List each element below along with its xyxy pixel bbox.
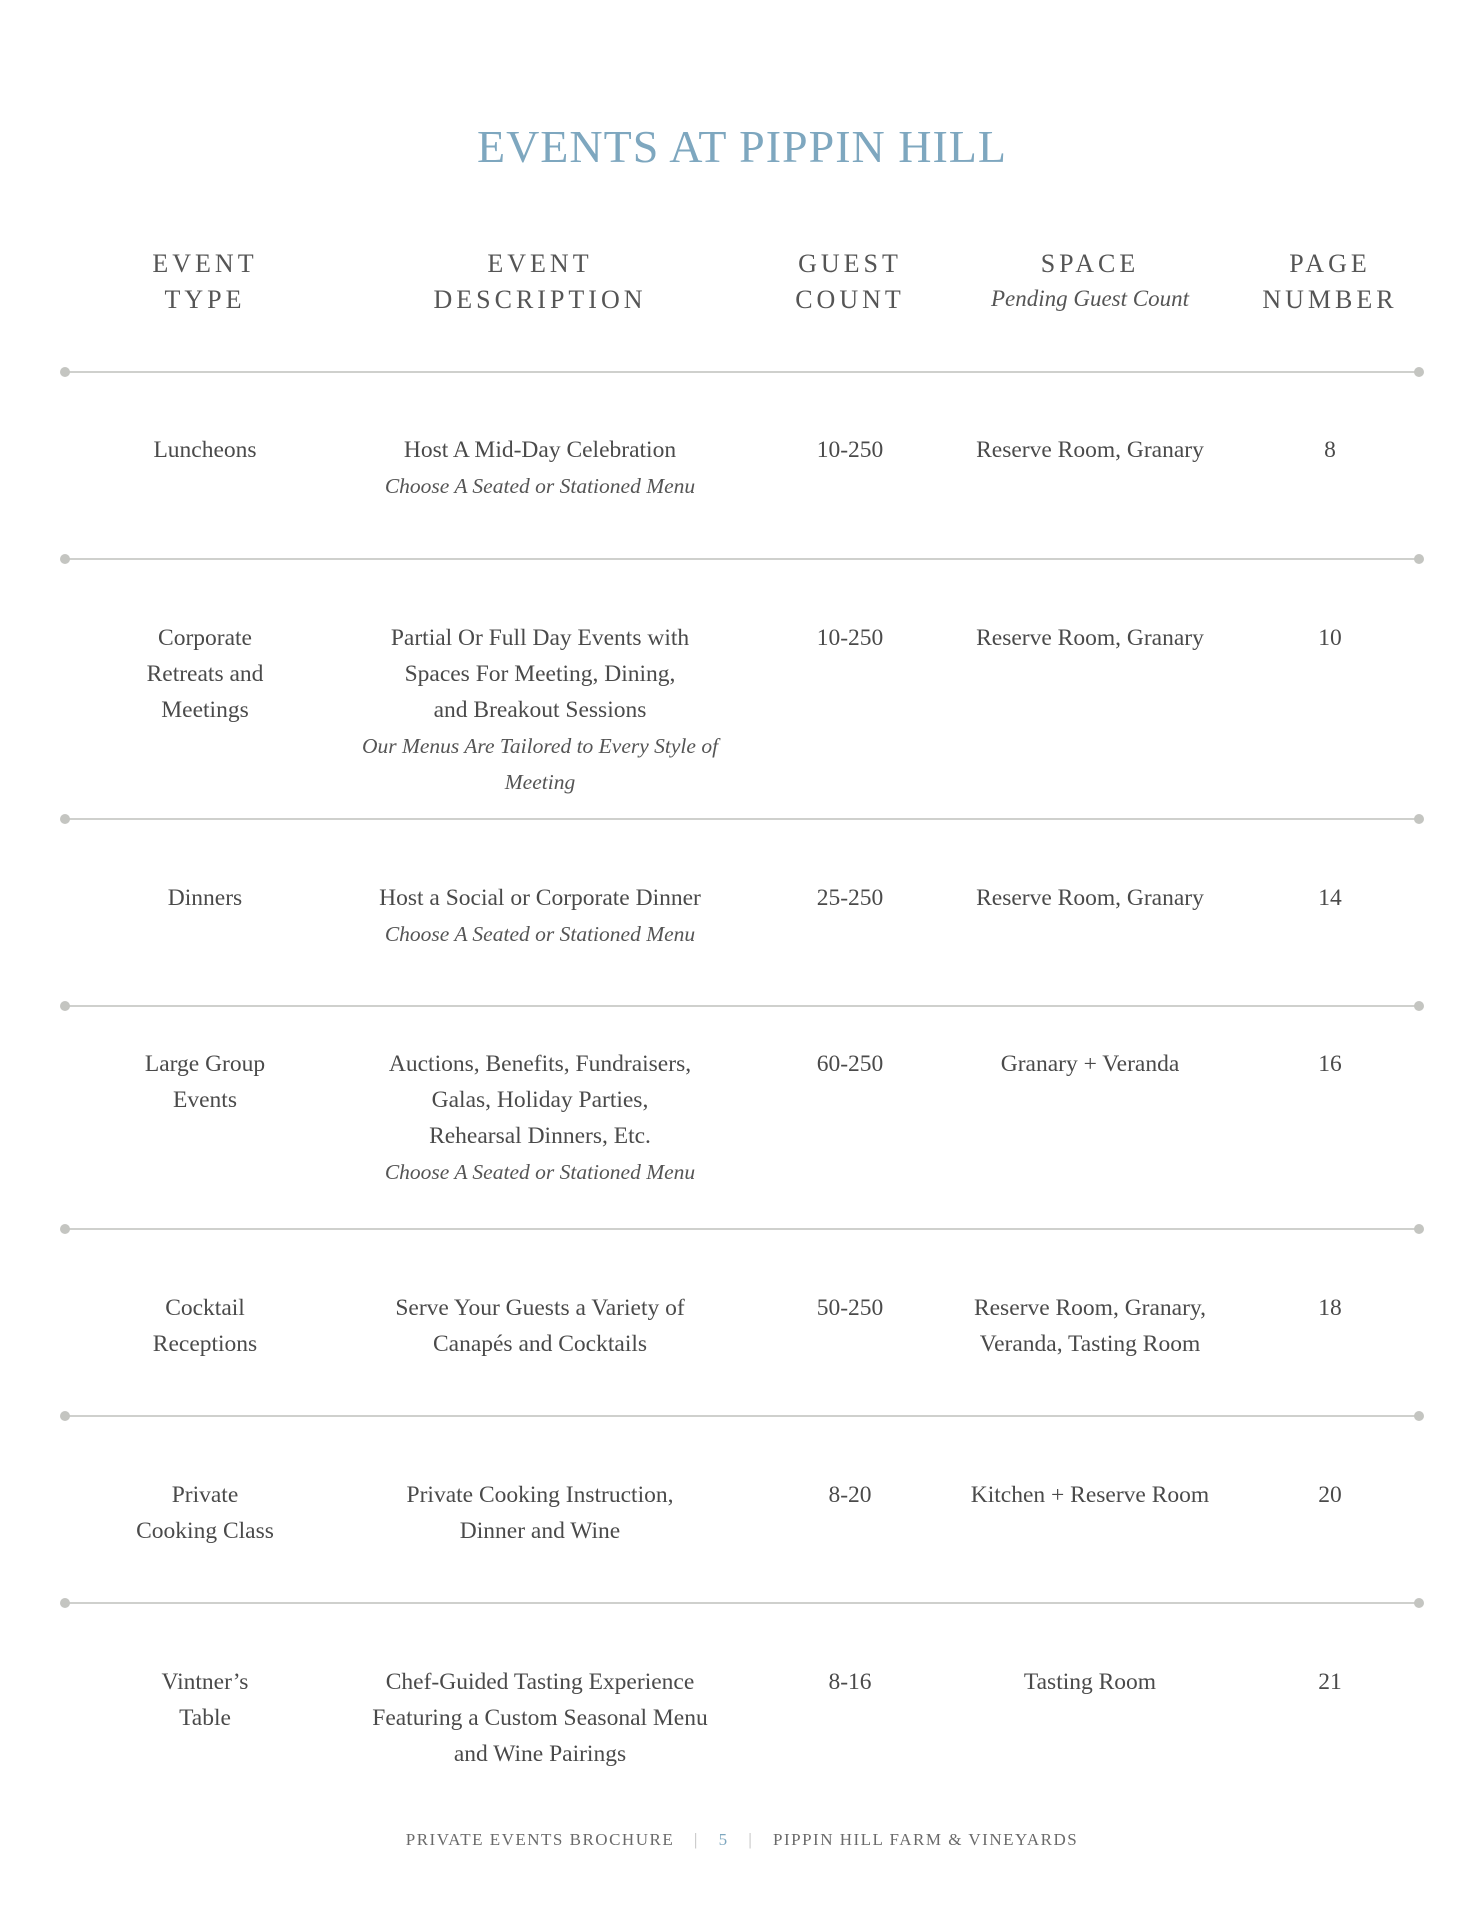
event-type-line: Corporate <box>158 625 252 651</box>
event-type-line: Meetings <box>161 697 249 723</box>
event-space-line: Reserve Room, Granary <box>976 885 1204 911</box>
menu-note: Our Menus Are Tailored to Every Style of Meeting <box>361 734 719 794</box>
row-divider <box>64 558 1420 560</box>
row-divider <box>64 1415 1420 1417</box>
event-space <box>945 432 1235 468</box>
menu-note: Choose A Seated or Stationed Menu <box>384 922 696 946</box>
event-type <box>100 1477 310 1549</box>
event-type-line: Cocktail <box>165 1295 245 1321</box>
guest-count: 25-250 <box>816 885 884 911</box>
event-type-line: Retreats and <box>146 661 264 687</box>
event-type-line: Vintner’s <box>161 1669 249 1695</box>
row-divider <box>64 1228 1420 1230</box>
event-description-line: Partial Or Full Day Events with <box>390 625 690 651</box>
event-description <box>330 1290 750 1362</box>
header-space: SPACE Pending Guest Count <box>945 246 1235 316</box>
event-space-line: Veranda, Tasting Room <box>979 1331 1201 1357</box>
guest-count: 10-250 <box>816 625 884 651</box>
event-space <box>945 880 1235 916</box>
row-divider <box>64 818 1420 820</box>
event-description <box>330 1664 750 1772</box>
guest-count: 10-250 <box>816 437 884 463</box>
event-type-line: Receptions <box>152 1331 258 1357</box>
event-description-line: and Wine Pairings <box>453 1741 627 1767</box>
event-type <box>100 1046 310 1118</box>
guest-count: 8-16 <box>828 1669 872 1695</box>
page-title: EVENTS AT PIPPIN HILL <box>476 121 1007 172</box>
event-space <box>945 620 1235 656</box>
event-space <box>945 1290 1235 1362</box>
menu-note: Choose A Seated or Stationed Menu <box>384 474 696 498</box>
guest-count: 8-20 <box>828 1482 872 1508</box>
event-description-line: Rehearsal Dinners, Etc. <box>429 1123 651 1149</box>
event-type-line: Private <box>171 1482 239 1508</box>
page-number: 18 <box>1318 1295 1342 1321</box>
event-description-line: Host a Social or Corporate Dinner <box>379 885 701 911</box>
page-number: 10 <box>1318 625 1342 651</box>
page-number: 21 <box>1318 1669 1342 1695</box>
event-type-line: Table <box>179 1705 231 1731</box>
event-type-line: Cooking Class <box>136 1518 274 1544</box>
space-note: Pending Guest Count <box>990 286 1190 311</box>
event-description-line: Auctions, Benefits, Fundraisers, <box>388 1051 692 1077</box>
event-type-line: Dinners <box>167 885 243 911</box>
event-type <box>100 880 310 916</box>
header-event-description: EVENT DESCRIPTION <box>433 249 647 314</box>
footer-separator: | <box>748 1830 754 1849</box>
header-page-number: PAGE NUMBER <box>1262 249 1398 314</box>
event-space-line: Kitchen + Reserve Room <box>970 1482 1210 1508</box>
footer-page-number: 5 <box>718 1830 729 1849</box>
event-type-line: Luncheons <box>153 437 257 463</box>
event-description-line: Featuring a Custom Seasonal Menu <box>372 1705 708 1731</box>
event-type <box>100 432 310 468</box>
guest-count: 50-250 <box>816 1295 884 1321</box>
footer-venue-name: PIPPIN HILL FARM & VINEYARDS <box>773 1830 1079 1849</box>
header-guest-count: GUEST COUNT <box>795 249 905 314</box>
event-description <box>330 432 750 504</box>
row-divider <box>64 371 1420 373</box>
event-space-line: Reserve Room, Granary, <box>973 1295 1207 1321</box>
footer-brochure-label: PRIVATE EVENTS BROCHURE <box>405 1830 675 1849</box>
event-description <box>330 1046 750 1190</box>
event-description-line: Dinner and Wine <box>459 1518 621 1544</box>
event-space-line: Tasting Room <box>1023 1669 1157 1695</box>
page-number: 20 <box>1318 1482 1342 1508</box>
event-description <box>330 620 750 800</box>
event-type <box>100 620 310 728</box>
event-space <box>945 1664 1235 1700</box>
event-type <box>100 1664 310 1736</box>
event-description-line: Chef-Guided Tasting Experience <box>385 1669 695 1695</box>
event-space-line: Granary + Veranda <box>1000 1051 1180 1077</box>
event-description-line: Serve Your Guests a Variety of <box>395 1295 685 1321</box>
event-space <box>945 1477 1235 1513</box>
page-footer <box>0 1830 1484 1850</box>
row-divider <box>64 1602 1420 1604</box>
header-event-type: EVENT TYPE <box>152 249 258 314</box>
page-number: 16 <box>1318 1051 1342 1077</box>
page-number: 8 <box>1324 437 1336 463</box>
event-description-line: Galas, Holiday Parties, <box>431 1087 649 1113</box>
footer-separator: | <box>693 1830 699 1849</box>
event-description-line: Private Cooking Instruction, <box>406 1482 674 1508</box>
event-space-line: Reserve Room, Granary <box>976 625 1204 651</box>
event-space <box>945 1046 1235 1082</box>
menu-note: Choose A Seated or Stationed Menu <box>384 1160 696 1184</box>
page-number: 14 <box>1318 885 1342 911</box>
event-description-line: Host A Mid-Day Celebration <box>403 437 677 463</box>
event-description <box>330 1477 750 1549</box>
event-type-line: Events <box>173 1087 237 1113</box>
event-description-line: Spaces For Meeting, Dining, <box>404 661 676 687</box>
event-description-line: Canapés and Cocktails <box>432 1331 648 1357</box>
event-type-line: Large Group <box>144 1051 266 1077</box>
event-type <box>100 1290 310 1362</box>
event-description-line: and Breakout Sessions <box>433 697 647 723</box>
event-space-line: Reserve Room, Granary <box>976 437 1204 463</box>
row-divider <box>64 1005 1420 1007</box>
guest-count: 60-250 <box>816 1051 884 1077</box>
event-description <box>330 880 750 952</box>
